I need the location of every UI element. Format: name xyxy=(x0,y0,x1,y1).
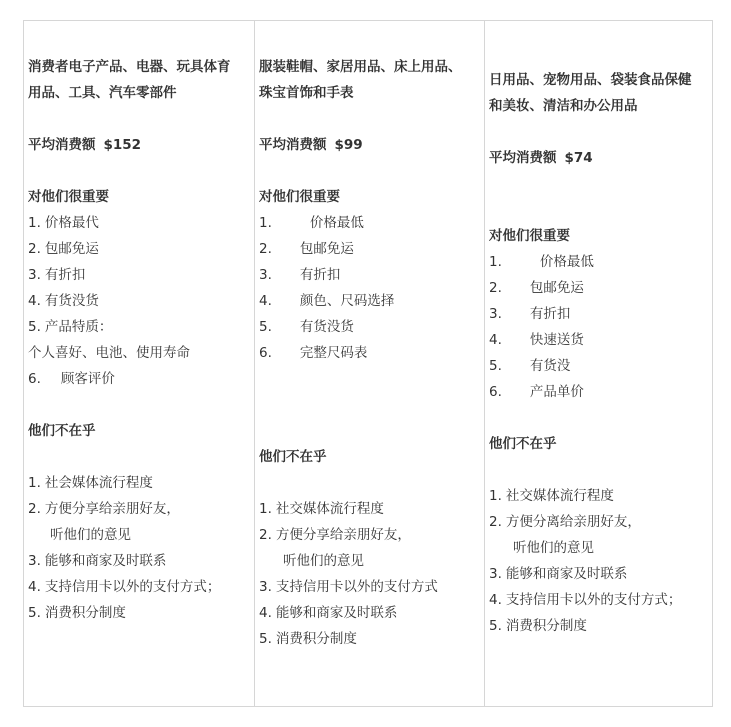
list-item: 2. 方便分享给亲朋好友， xyxy=(28,501,180,517)
list-item: 1. 价格最代 xyxy=(28,215,99,231)
avg-spend xyxy=(259,132,482,158)
list-item-continued: 听他们的意见 xyxy=(50,527,131,543)
nocare-section xyxy=(28,418,252,626)
nocare-heading: 他们不在乎 xyxy=(28,423,96,439)
column-title xyxy=(28,54,252,106)
list-item: 1. 社交媒体流行程度 xyxy=(259,501,384,517)
title-line: 服装鞋帽、家居用品、床上用品、 xyxy=(259,59,462,75)
avg-spend-value: $74 xyxy=(564,150,593,166)
list-item: 4. 支持信用卡以外的支付方式； xyxy=(28,579,221,595)
list-item: 2. 包邮免运 xyxy=(28,241,99,257)
list-item-continued: 听他们的意见 xyxy=(283,553,364,569)
list-item: 1. 价格最低 xyxy=(489,254,594,270)
list-item: 3. 有折扣 xyxy=(489,306,571,322)
column-daily-goods xyxy=(484,21,712,706)
list-item: 1. 社会媒体流行程度 xyxy=(28,475,153,491)
list-item-continued: 听他们的意见 xyxy=(513,540,594,556)
list-item: 1. 价格最低 xyxy=(259,215,364,231)
avg-spend-label: 平均消费额 xyxy=(28,137,96,153)
title-line: 珠宝首饰和手表 xyxy=(259,85,354,101)
list-item: 2. 方便分享给亲朋好友， xyxy=(259,527,411,543)
list-item: 3. 能够和商家及时联系 xyxy=(28,553,167,569)
title-line: 用品、工具、汽车零部件 xyxy=(28,85,177,101)
list-item: 4. 有货没货 xyxy=(28,293,99,309)
list-item: 3. 能够和商家及时联系 xyxy=(489,566,628,582)
list-item: 5. 消费积分制度 xyxy=(489,618,587,634)
list-item: 1. 社交媒体流行程度 xyxy=(489,488,614,504)
avg-spend xyxy=(28,132,252,158)
list-item: 3. 支持信用卡以外的支付方式 xyxy=(259,579,438,595)
list-item: 4. 能够和商家及时联系 xyxy=(259,605,398,621)
comparison-table xyxy=(23,20,713,707)
list-item: 6. 顾客评价 xyxy=(28,371,115,387)
avg-spend-label: 平均消费额 xyxy=(489,150,557,166)
title-line: 日用品、宠物用品、袋装食品保健 xyxy=(489,72,692,88)
column-apparel xyxy=(254,21,484,706)
list-item: 4. 支持信用卡以外的支付方式； xyxy=(489,592,682,608)
avg-spend xyxy=(489,145,710,171)
list-item-extra: 个人喜好、电池、使用寿命 xyxy=(28,345,190,361)
column-electronics xyxy=(24,21,254,706)
care-heading: 对他们很重要 xyxy=(259,189,340,205)
list-item: 5. 消费积分制度 xyxy=(28,605,126,621)
list-item: 6. 完整尺码表 xyxy=(259,345,368,361)
care-heading: 对他们很重要 xyxy=(28,189,109,205)
care-section xyxy=(489,223,710,405)
nocare-heading: 他们不在乎 xyxy=(489,436,557,452)
avg-spend-value: $152 xyxy=(103,137,142,153)
list-item: 4. 颜色、尺码选择 xyxy=(259,293,395,309)
list-item: 5. 有货没货 xyxy=(259,319,354,335)
title-line: 和美妆、清洁和办公用品 xyxy=(489,98,638,114)
list-item: 6. 产品单价 xyxy=(489,384,584,400)
list-item: 2. 方便分离给亲朋好友， xyxy=(489,514,641,530)
care-section xyxy=(259,184,482,366)
nocare-heading: 他们不在乎 xyxy=(259,449,327,465)
list-item: 2. 包邮免运 xyxy=(259,241,354,257)
care-section xyxy=(28,184,252,392)
title-line: 消费者电子产品、电器、玩具体育 xyxy=(28,59,231,75)
list-item: 3. 有折扣 xyxy=(259,267,341,283)
nocare-section xyxy=(489,431,710,639)
avg-spend-value: $99 xyxy=(334,137,363,153)
list-item: 5. 有货没 xyxy=(489,358,571,374)
avg-spend-label: 平均消费额 xyxy=(259,137,327,153)
list-item: 5. 消费积分制度 xyxy=(259,631,357,647)
list-item: 5. 产品特质： xyxy=(28,319,113,335)
list-item: 2. 包邮免运 xyxy=(489,280,584,296)
care-heading: 对他们很重要 xyxy=(489,228,570,244)
column-title xyxy=(259,54,482,106)
list-item: 3. 有折扣 xyxy=(28,267,86,283)
nocare-section xyxy=(259,444,482,652)
list-item: 4. 快速送货 xyxy=(489,332,584,348)
column-title xyxy=(489,67,710,119)
